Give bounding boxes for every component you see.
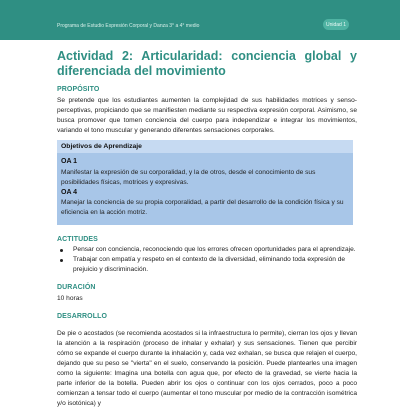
duration-value: 10 horas — [57, 295, 83, 302]
duration-heading: DURACIÓN — [57, 284, 96, 291]
attitude-text: Trabajar con empatía y respeto en el contexto de la diversidad, eliminando toda expresión de prejuicio y discriminación. — [73, 256, 346, 273]
bullet-icon — [60, 249, 63, 252]
attitudes-heading: ACTITUDES — [57, 236, 98, 243]
attitude-text: Pensar con conciencia, reconociendo que los errores ofrecen oportunidades para el aprendizaje. — [73, 246, 356, 253]
program-title: Programa de Estudio Expresión Corporal y Danza 3° a 4° medio — [57, 23, 200, 29]
attitudes-list — [57, 245, 357, 275]
development-text: De pie o acostados (se recomienda acostados si la infraestructura lo permite), cierran los ojos y llevan la atención a la respiración (proceso de inhalar y exhalar) y sus sensaciones. Tienen que percibir cómo se expande el cuerpo durante la inhalación y, cada vez exhalan, se busca que relajen el cuerpo, dejando que su peso se "vierta" en el suelo, conservando la posición. Puede plantearles una imagen como la siguiente: Imagina una botella con agua que, por efecto de la gravedad, se vierte hacia la parte inferior de la botella. Pueden abrir los ojos o continuar con los ojos cerrados, poco a poco comienzan a tensar todo el cuerpo (aumentar el tono muscular por medio de la contracción isométrica y/o isotónica) y — [57, 330, 357, 407]
bullet-icon — [60, 259, 63, 262]
header-bar — [0, 0, 400, 40]
objectives-heading: Objetivos de Aprendizaje — [61, 143, 142, 150]
purpose-text: Se pretende que los estudiantes aumenten la complejidad de sus habilidades motrices y senso-perceptivas, propiciando que se manifiesten mediante su respectiva expresión corporal. Asimismo, se busca promover que tomen conciencia del cuerpo para independizar e integrar los movimientos, variando el tono muscular y generando diferentes sensaciones corporales. — [57, 97, 357, 134]
activity-title: Actividad 2: Articularidad: conciencia global y diferenciada del movimiento — [57, 49, 357, 78]
objectives-header — [57, 140, 353, 153]
development-heading: DESARROLLO — [57, 313, 107, 320]
oa-text: Manejar la conciencia de su propia corporalidad, a partir del desarrollo de la condición física y su eficiencia en la acción motriz. — [61, 199, 344, 216]
oa-text: Manifestar la expresión de su corporalidad, y la de otros, desde el conocimiento de sus posibilidades físicas, motrices y expresivas. — [61, 169, 316, 186]
oa-code: OA 1 — [61, 158, 78, 165]
purpose-heading: PROPÓSITO — [57, 86, 100, 93]
unit-badge: Unidad 1 — [323, 19, 349, 30]
objectives-box — [57, 140, 353, 225]
list-item — [57, 255, 357, 275]
list-item — [57, 245, 357, 255]
oa-code: OA 4 — [61, 189, 78, 196]
